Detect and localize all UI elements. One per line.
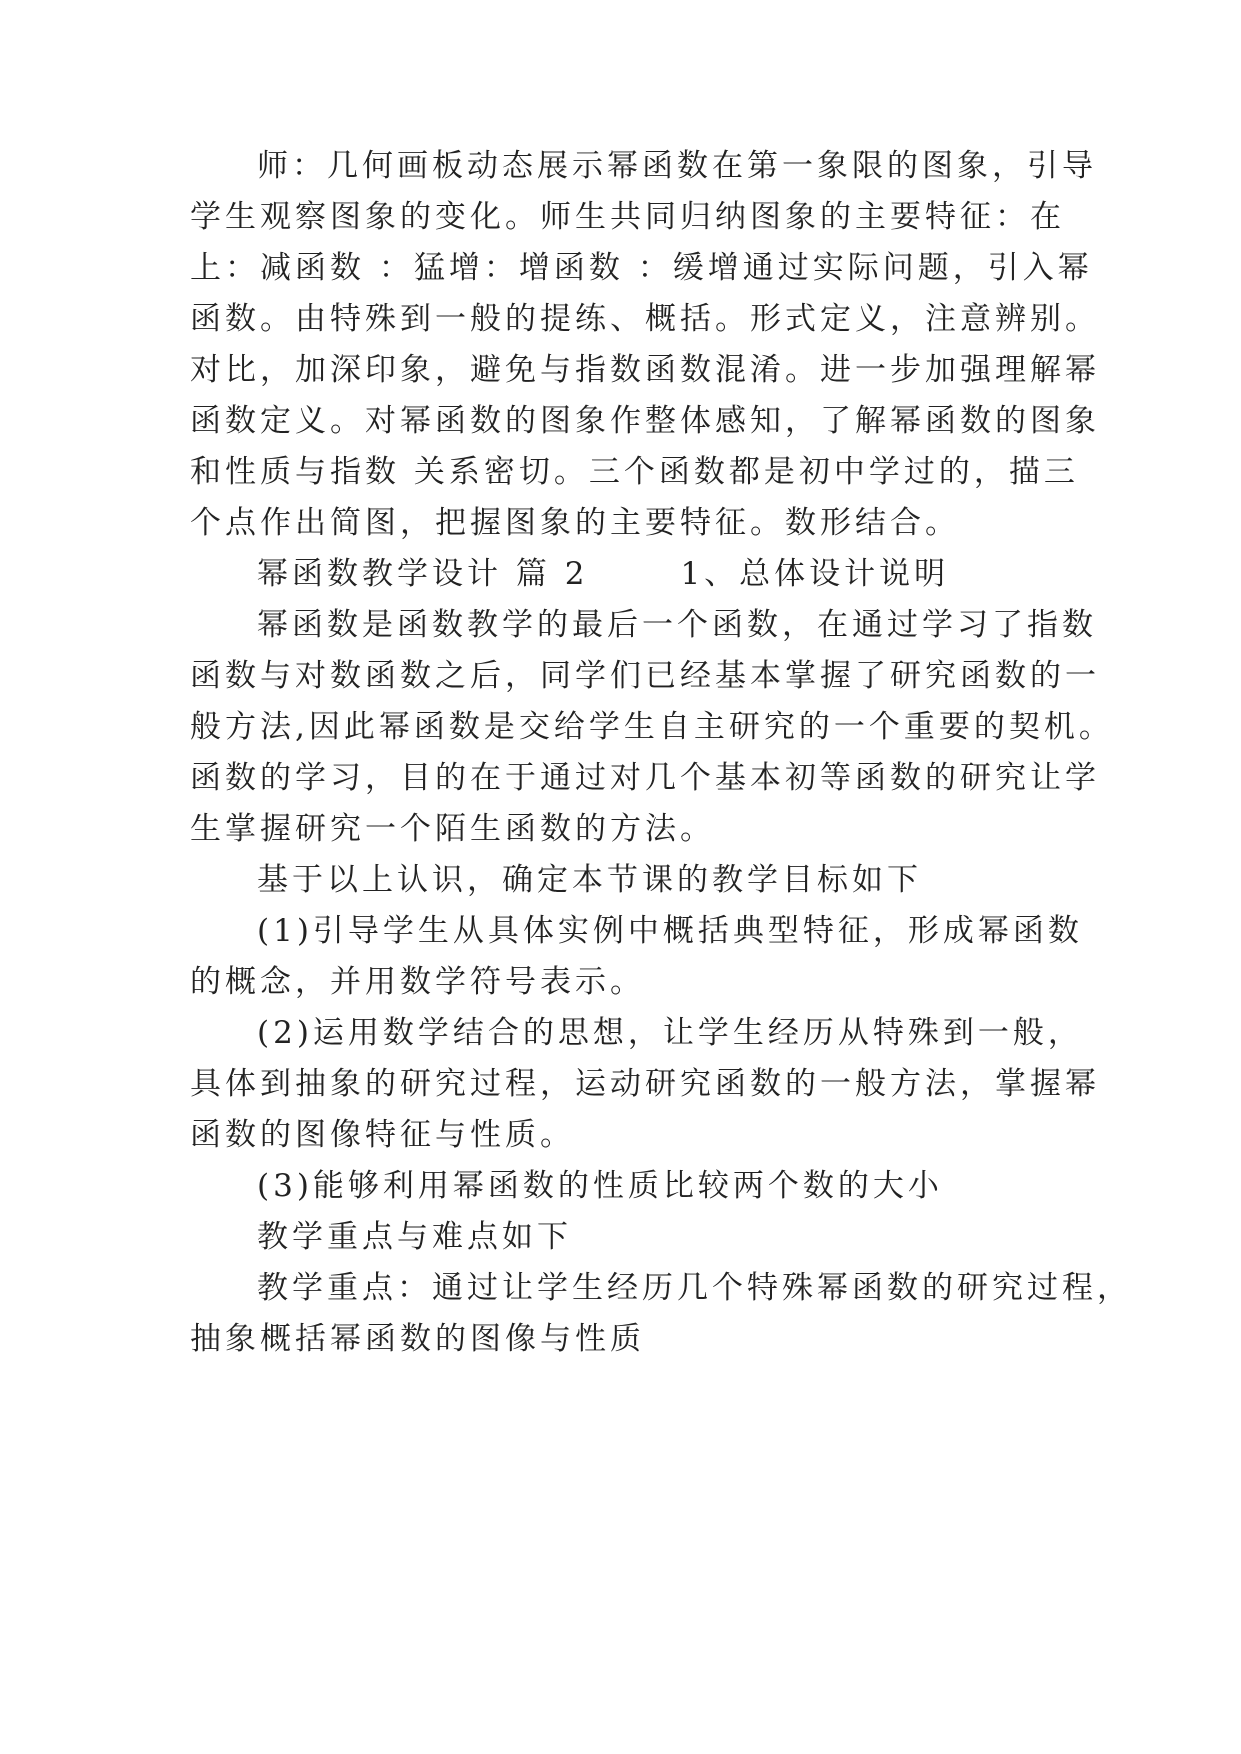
- section-heading-title: 幂函数教学设计 篇 2: [257, 556, 589, 592]
- paragraph2-line-5: 生掌握研究一个陌生函数的方法。: [190, 811, 715, 847]
- key-point-line-1: 教学重点：通过让学生经历几个特殊幂函数的研究过程，: [257, 1270, 1132, 1306]
- goal2-line-2: 具体到抽象的研究过程，运动研究函数的一般方法，掌握幂: [190, 1066, 1100, 1102]
- key-points-intro: 教学重点与难点如下: [257, 1219, 572, 1255]
- paragraph2-line-3: 般方法,因此幂函数是交给学生自主研究的一个重要的契机。: [190, 709, 1114, 745]
- paragraph2-line-2: 函数与对数函数之后，同学们已经基本掌握了研究函数的一: [190, 658, 1100, 694]
- goal2-line-1: (2)运用数学结合的思想，让学生经历从特殊到一般，: [257, 1015, 1083, 1051]
- paragraph1-line-8: 个点作出简图，把握图象的主要特征。数形结合。: [190, 505, 960, 541]
- paragraph1-line-7: 和性质与指数 关系密切。三个函数都是初中学过的，描三: [190, 454, 1079, 490]
- section-heading-subtitle: 1、总体设计说明: [680, 556, 950, 592]
- goals-intro: 基于以上认识，确定本节课的教学目标如下: [257, 862, 922, 898]
- goal2-line-3: 函数的图像特征与性质。: [190, 1117, 575, 1153]
- paragraph2-line-1: 幂函数是函数教学的最后一个函数，在通过学习了指数: [257, 607, 1097, 643]
- goal3-line: (3)能够利用幂函数的性质比较两个数的大小: [257, 1168, 943, 1204]
- goal1-line-2: 的概念，并用数学符号表示。: [190, 964, 645, 1000]
- paragraph1-line-1: 师：几何画板动态展示幂函数在第一象限的图象，引导: [257, 148, 1097, 184]
- paragraph2-line-4: 函数的学习，目的在于通过对几个基本初等函数的研究让学: [190, 760, 1100, 796]
- key-point-line-2: 抽象概括幂函数的图像与性质: [190, 1321, 645, 1357]
- goal1-line-1: (1)引导学生从具体实例中概括典型特征，形成幂函数: [257, 913, 1083, 949]
- paragraph1-line-5: 对比，加深印象，避免与指数函数混淆。进一步加强理解幂: [190, 352, 1100, 388]
- paragraph1-line-3: 上：减函数 ：猛增：增函数 ：缓增通过实际问题，引入幂: [190, 250, 1093, 286]
- section-heading: [257, 554, 949, 594]
- paragraph1-line-6: 函数定义。对幂函数的图象作整体感知，了解幂函数的图象: [190, 403, 1100, 439]
- paragraph1-line-4: 函数。由特殊到一般的提练、概括。形式定义，注意辨别。: [190, 301, 1100, 337]
- paragraph1-line-2: 学生观察图象的变化。师生共同归纳图象的主要特征：在: [190, 199, 1065, 235]
